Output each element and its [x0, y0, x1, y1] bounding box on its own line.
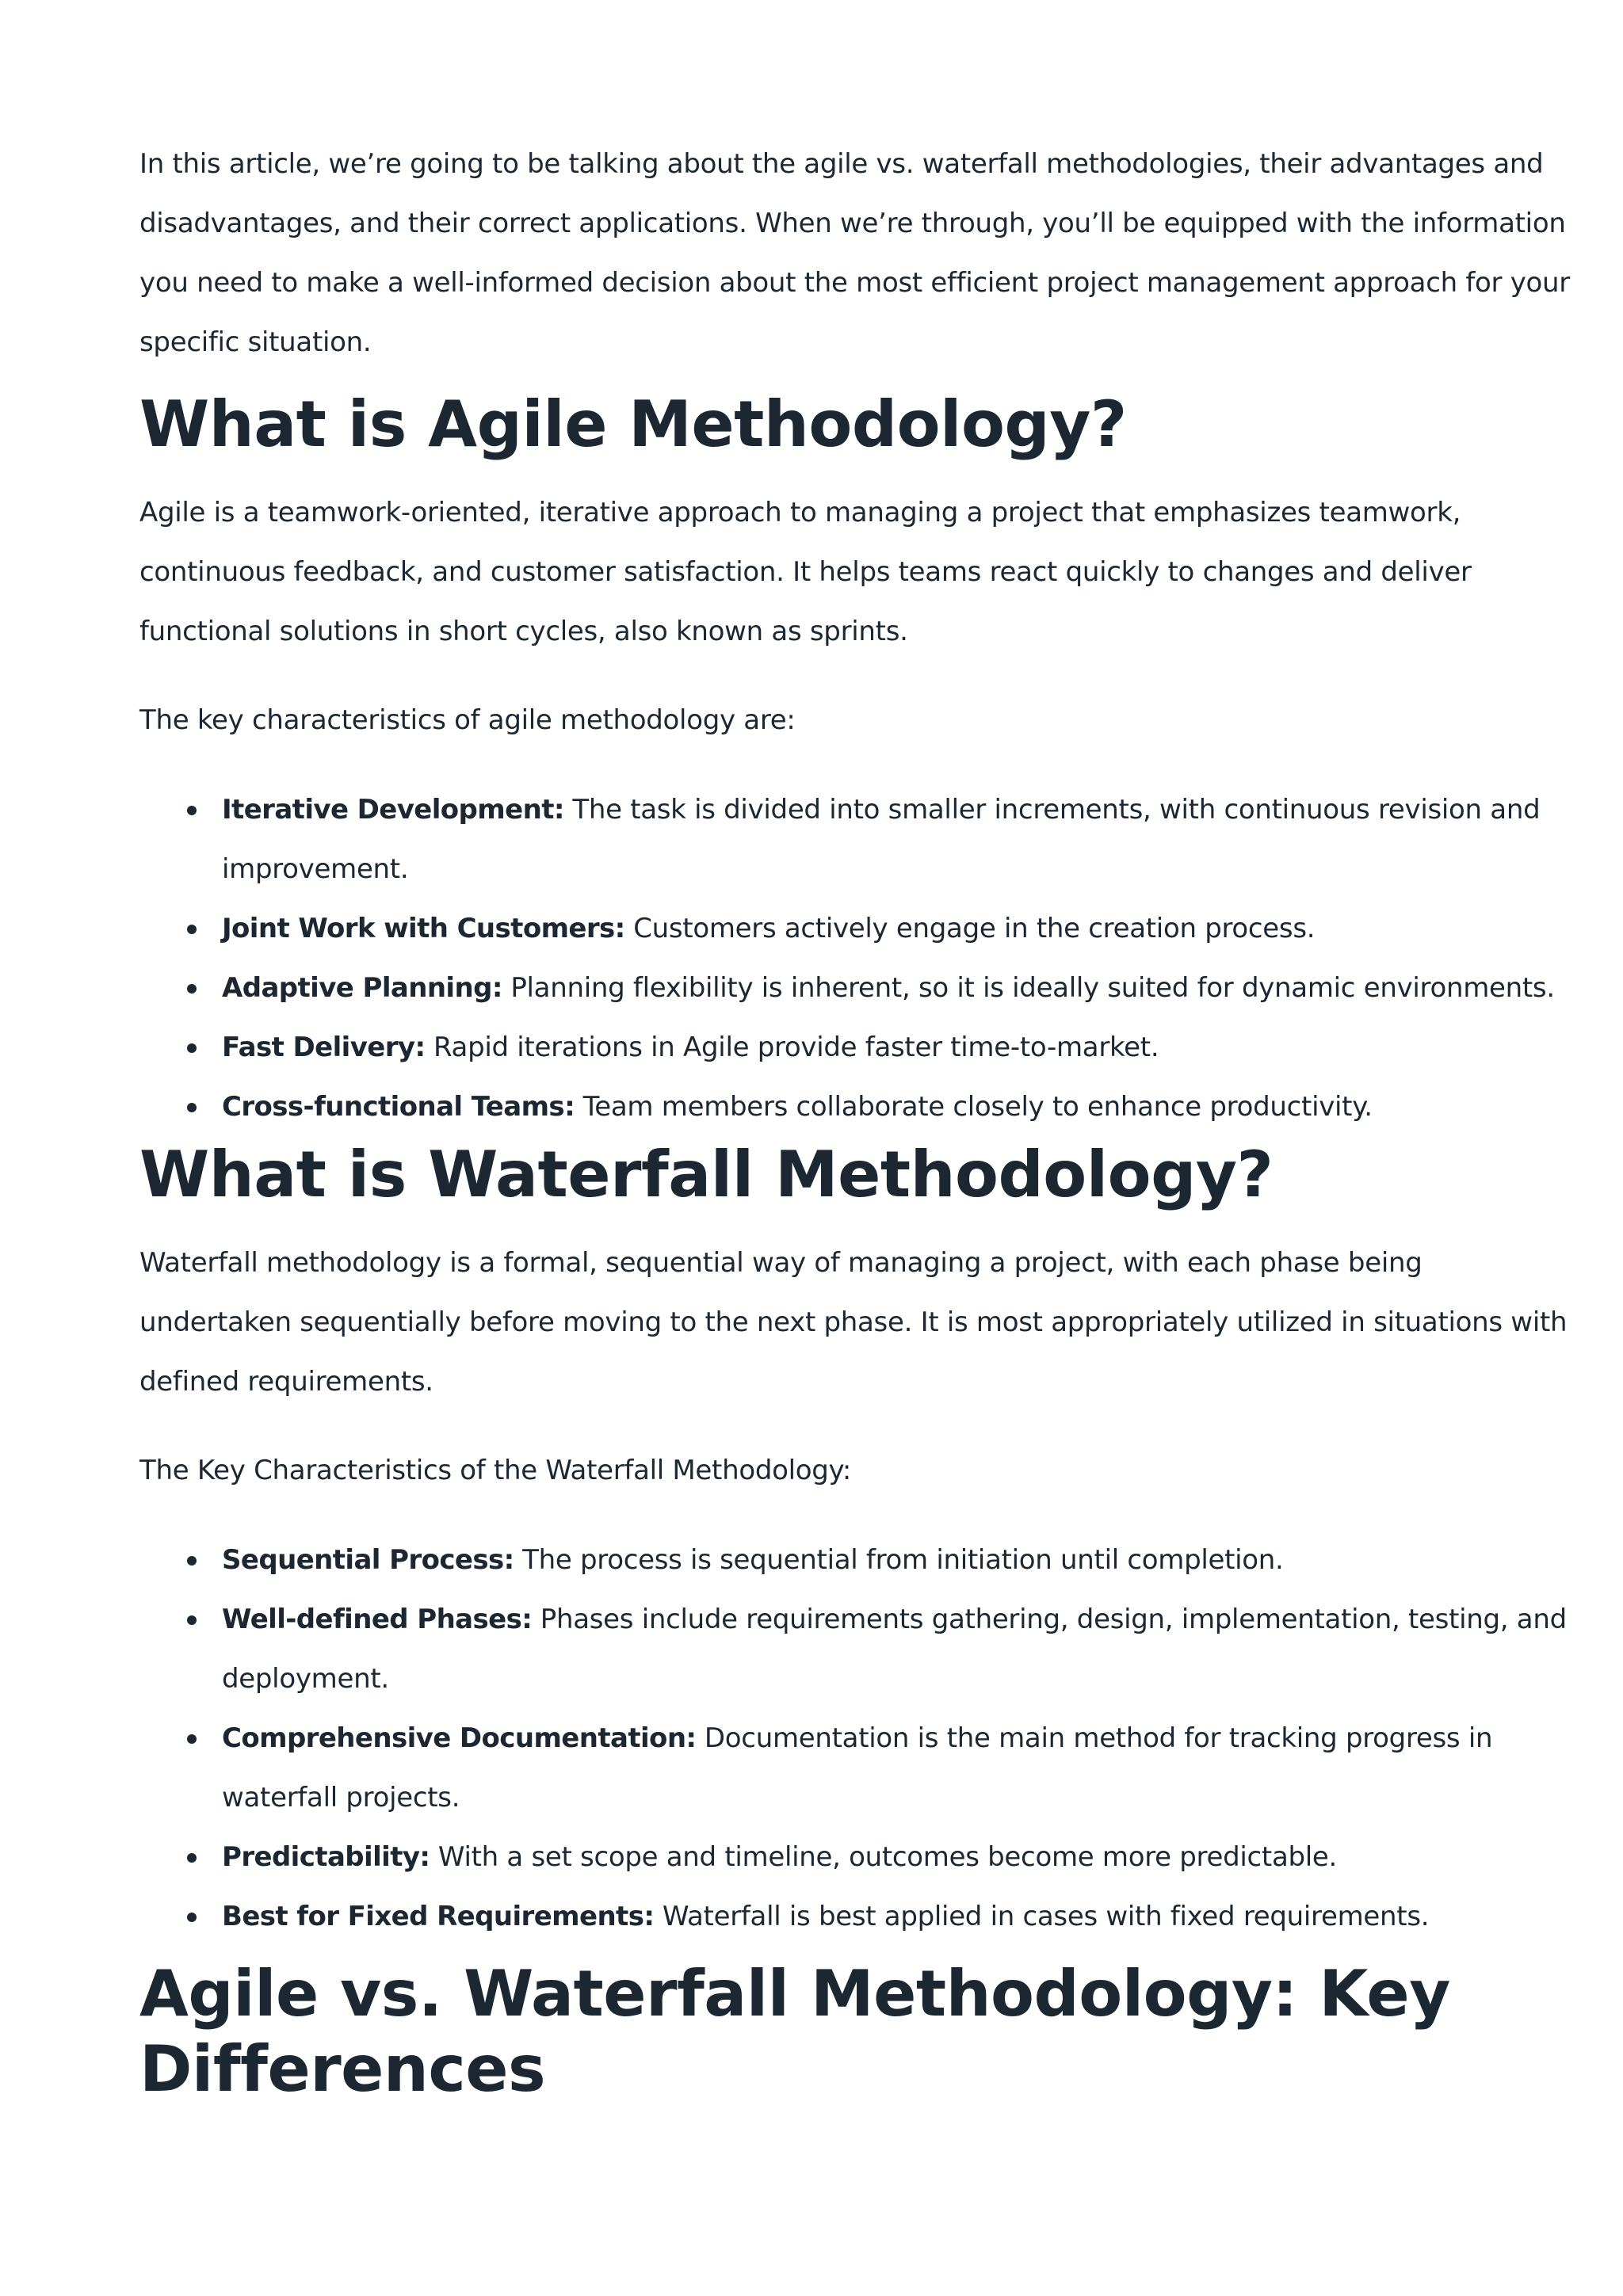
list-item-term: Fast Delivery:: [222, 1032, 426, 1063]
list-item-text: The task is divided into smaller increments, with continuous revision and improvement.: [222, 794, 1541, 885]
agile-list-intro: The key characteristics of agile methodology are:: [139, 704, 796, 736]
list-item-term: Iterative Development:: [222, 794, 564, 826]
list-item: [139, 780, 1575, 899]
bullet-icon: [187, 1734, 197, 1744]
agile-characteristics-list: [139, 780, 1575, 1137]
bullet-icon: [187, 1913, 197, 1922]
bullet-icon: [187, 1853, 197, 1863]
list-item-text: The process is sequential from initiation until completion.: [514, 1544, 1284, 1576]
list-item-term: Well-defined Phases:: [222, 1604, 533, 1635]
bullet-icon: [187, 806, 197, 815]
list-item: [139, 1887, 1575, 1947]
list-item-text: Team members collaborate closely to enhance productivity.: [575, 1091, 1373, 1123]
list-item-term: Best for Fixed Requirements:: [222, 1901, 655, 1932]
bullet-icon: [187, 925, 197, 934]
bullet-icon: [187, 1615, 197, 1625]
list-item-term: Adaptive Planning:: [222, 972, 502, 1004]
differences-heading: Agile vs. Waterfall Methodology: Key Differences: [139, 1957, 1450, 2106]
list-item: [139, 959, 1575, 1018]
bullet-icon: [187, 1556, 197, 1566]
list-item: [139, 1590, 1575, 1709]
bullet-icon: [187, 984, 197, 994]
list-item: [139, 1828, 1575, 1887]
list-item: [139, 1077, 1575, 1137]
bullet-icon: [187, 1103, 197, 1112]
list-item-text: Documentation is the main method for tracking progress in waterfall projects.: [222, 1722, 1493, 1814]
list-item-text: Waterfall is best applied in cases with fixed requirements.: [654, 1901, 1430, 1932]
waterfall-heading: What is Waterfall Methodology?: [139, 1138, 1274, 1211]
list-item-term: Joint Work with Customers:: [222, 913, 625, 944]
list-item: [139, 1709, 1575, 1828]
list-item-term: Predictability:: [222, 1841, 430, 1873]
list-item-term: Comprehensive Documentation:: [222, 1722, 697, 1754]
list-item-text: Planning flexibility is inherent, so it is ideally suited for dynamic environments.: [502, 972, 1555, 1004]
list-item-text: Rapid iterations in Agile provide faster time-to-market.: [425, 1032, 1159, 1063]
list-item: [139, 1531, 1575, 1590]
list-item: [139, 899, 1575, 959]
waterfall-characteristics-list: [139, 1531, 1575, 1947]
bullet-icon: [187, 1043, 197, 1053]
list-item: [139, 1018, 1575, 1077]
agile-description: Agile is a teamwork-oriented, iterative approach to managing a project that emphasizes teamwork, continuous feedback, and customer satisfaction. It helps teams react quickly to changes and deliver functional solutions in short cycles, also known as sprints.: [139, 497, 1472, 647]
intro-paragraph: In this article, we’re going to be talking about the agile vs. waterfall methodologies, their advantages and disadvantages, and their correct applications. When we’re through, you’ll be equipped with the information you need to make a well-informed decision about the most efficient project management approach for your specific situation.: [139, 148, 1570, 358]
agile-heading: What is Agile Methodology?: [139, 387, 1127, 461]
list-item-term: Cross-functional Teams:: [222, 1091, 575, 1123]
list-item-text: Customers actively engage in the creation process.: [624, 913, 1316, 944]
list-item-term: Sequential Process:: [222, 1544, 514, 1576]
list-item-text: With a set scope and timeline, outcomes become more predictable.: [430, 1841, 1338, 1873]
waterfall-description: Waterfall methodology is a formal, sequential way of managing a project, with each phase being undertaken sequentially before moving to the next phase. It is most appropriately utilized in situations with defined requirements.: [139, 1247, 1568, 1398]
waterfall-list-intro: The Key Characteristics of the Waterfall Methodology:: [139, 1455, 852, 1486]
list-item-text: Phases include requirements gathering, design, implementation, testing, and deployment.: [222, 1604, 1567, 1695]
